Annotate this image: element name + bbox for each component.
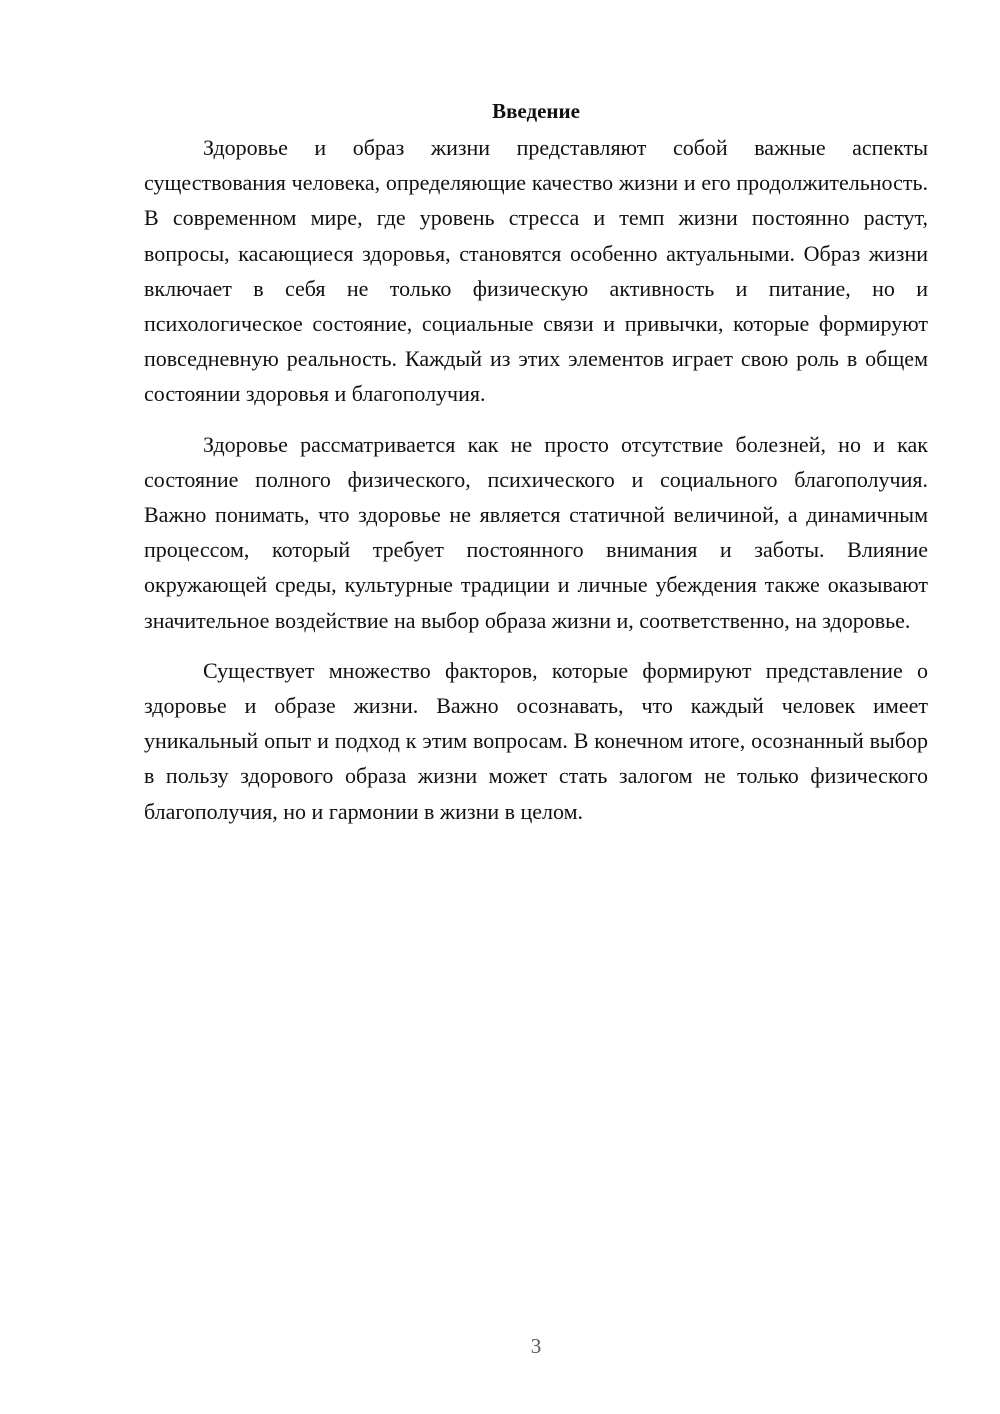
paragraph-3: Существует множество факторов, которые формируют представление о здоровье и образе жизни. Важно осознавать, что каждый человек имеет уникальный опыт и подход к этим вопросам. В конечном итоге, осознанный выбор в пользу здорового образа жизни может стать залогом не только физического благополучия, но и гармонии в жизни в целом. (144, 657, 928, 824)
page-content (144, 96, 928, 844)
paragraph-2: Здоровье рассматривается как не просто отсутствие болезней, но и как состояние полного физического, психического и социального благополучия. Важно понимать, что здоровье не является статичной величиной, а динамичным процессом, который требует постоянного внимания и заботы. Влияние окружающей среды, культурные традиции и личные убеждения также оказывают значительное воздействие на выбор образа жизни и, соответственно, на здоровье. (144, 431, 928, 633)
paragraph-1: Здоровье и образ жизни представляют собой важные аспекты существования человека, определяющие качество жизни и его продолжительность. В современном мире, где уровень стресса и темп жизни постоянно растут, вопросы, касающиеся здоровья, становятся особенно актуальными. Образ жизни включает в себя не только физическую активность и питание, но и психологическое состояние, социальные связи и привычки, которые формируют повседневную реальность. Каждый из этих элементов играет свою роль в общем состоянии здоровья и благополучия. (144, 135, 928, 407)
section-heading: Введение (492, 99, 580, 123)
page-number: 3 (530, 1334, 542, 1358)
